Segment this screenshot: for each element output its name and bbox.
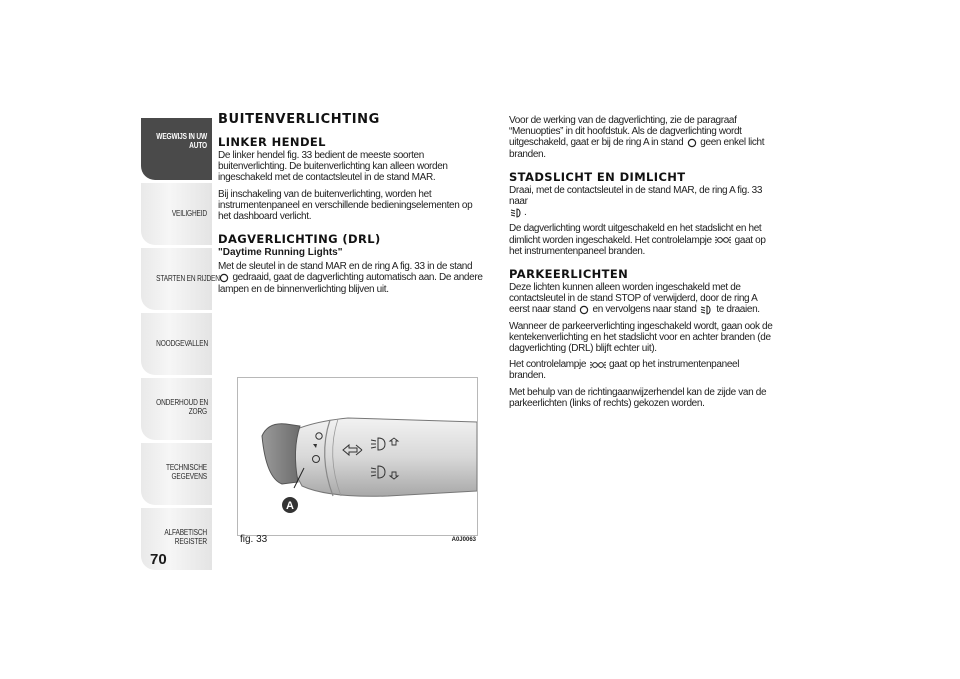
tab-wegwijs[interactable] bbox=[141, 118, 212, 180]
ring-position-off-icon bbox=[687, 138, 697, 148]
heading-stadslicht: STADSLICHT EN DIMLICHT bbox=[509, 169, 686, 184]
ring-position-off-icon bbox=[219, 273, 229, 283]
tab-label: ALFABETISCH bbox=[164, 528, 207, 537]
light-stalk-illustration bbox=[238, 378, 477, 535]
tab-label: AUTO bbox=[189, 141, 207, 150]
subheading-drl: "Daytime Running Lights" bbox=[218, 247, 343, 259]
text-run: Met de sleutel in de stand MAR en de ring A fig. 33 in de stand bbox=[218, 261, 473, 273]
figure-33 bbox=[237, 377, 478, 547]
paragraph bbox=[509, 282, 777, 316]
text-run: geen enkel licht branden. bbox=[509, 137, 765, 160]
paragraph: Met behulp van de richtingaanwijzerhendel kan de zijde van de parkeerlichten (links of rechts) gekozen worden. bbox=[509, 386, 767, 409]
tab-label: NOODGEVALLEN bbox=[156, 339, 209, 348]
callout-a-label: A bbox=[286, 500, 294, 512]
paragraph: De linker hendel fig. 33 bedient de meeste soorten buitenverlichting. De buitenverlichting kan alleen worden ingeschakeld met de contactsleutel in de stand MAR. bbox=[218, 150, 448, 184]
paragraph: Wanneer de parkeerverlichting ingeschakeld wordt, gaan ook de kentekenverlichting en het stadslicht voor en achter branden (de dagverlichting (DRL) blijft echter uit). bbox=[509, 320, 773, 355]
side-lights-warning-icon bbox=[715, 235, 731, 245]
tab-label: ZORG bbox=[188, 407, 207, 416]
figure-code: A0J0063 bbox=[451, 537, 476, 543]
text-run: en vervolgens naar stand bbox=[592, 304, 697, 316]
left-column bbox=[218, 112, 484, 300]
paragraph: Bij inschakeling van de buitenverlichting, worden het instrumentenpaneel en verschillende bedieningselementen op het dashboard verlicht. bbox=[218, 188, 473, 223]
tab-veiligheid[interactable] bbox=[141, 183, 212, 245]
side-lights-warning-icon bbox=[590, 360, 606, 370]
text-run: gedraaid, gaat de dagverlichting automatisch aan. De andere lampen en de binnenverlichting blijven uit. bbox=[218, 272, 483, 295]
tab-starten[interactable] bbox=[141, 248, 220, 310]
tab-label: VEILIGHEID bbox=[171, 209, 207, 218]
text-run: Draai, met de contactsleutel in de stand MAR, de ring A fig. 33 naar bbox=[509, 184, 763, 208]
heading-linker-hendel: LINKER HENDEL bbox=[218, 135, 326, 149]
text-run: gaat op het instrumentenpaneel branden. bbox=[509, 234, 766, 257]
tab-label: TECHNISCHE bbox=[165, 463, 207, 472]
parking-light-icon bbox=[700, 305, 713, 315]
tab-label: STARTEN EN RIJDEN bbox=[156, 274, 220, 283]
tab-label: GEGEVENS bbox=[171, 472, 207, 481]
tab-onderhoud[interactable] bbox=[141, 378, 212, 440]
tab-technische[interactable] bbox=[141, 443, 212, 505]
tab-label: WEGWIJS IN UW bbox=[156, 132, 207, 141]
figure-frame bbox=[237, 377, 478, 536]
paragraph bbox=[509, 115, 777, 160]
text-run: Het controlelampje bbox=[509, 359, 587, 371]
right-column bbox=[509, 115, 777, 414]
paragraph bbox=[509, 223, 777, 257]
tab-label: REGISTER bbox=[174, 537, 207, 546]
heading-drl: DAGVERLICHTING (DRL) bbox=[218, 232, 381, 247]
text-run: Deze lichten kunnen alleen worden ingeschakeld met de contactsleutel in de stand STOP of verwijderd, door de ring A eerst naar stand bbox=[509, 282, 757, 316]
tab-noodgevallen[interactable] bbox=[141, 313, 212, 375]
text-run: te draaien. bbox=[716, 304, 760, 316]
page-number: 70 bbox=[150, 551, 167, 568]
text-run: . bbox=[524, 207, 527, 219]
dipped-beam-icon bbox=[510, 208, 523, 218]
paragraph bbox=[218, 261, 484, 295]
text-run: Voor de werking van de dagverlichting, zie de paragraaf “Menuopties” in dit hoofdstuk. Als de dagverlichting wordt uitgeschakeld, gaat er bij de ring A in stand bbox=[509, 115, 742, 149]
text-run: gaat op het instrumentenpaneel branden. bbox=[509, 359, 740, 382]
section-title: BUITENVERLICHTING bbox=[218, 112, 380, 127]
ring-position-off-icon bbox=[579, 305, 589, 315]
heading-parkeerlichten: PARKEERLICHTEN bbox=[509, 267, 629, 282]
paragraph bbox=[509, 185, 777, 219]
chapter-sidebar bbox=[141, 118, 220, 573]
paragraph bbox=[509, 359, 777, 381]
text-run: De dagverlichting wordt uitgeschakeld en het stadslicht en het dimlicht worden ingeschakeld. Het controlelampje bbox=[509, 223, 762, 246]
tab-label: ONDERHOUD EN bbox=[156, 398, 209, 407]
figure-caption: fig. 33 bbox=[240, 534, 268, 545]
